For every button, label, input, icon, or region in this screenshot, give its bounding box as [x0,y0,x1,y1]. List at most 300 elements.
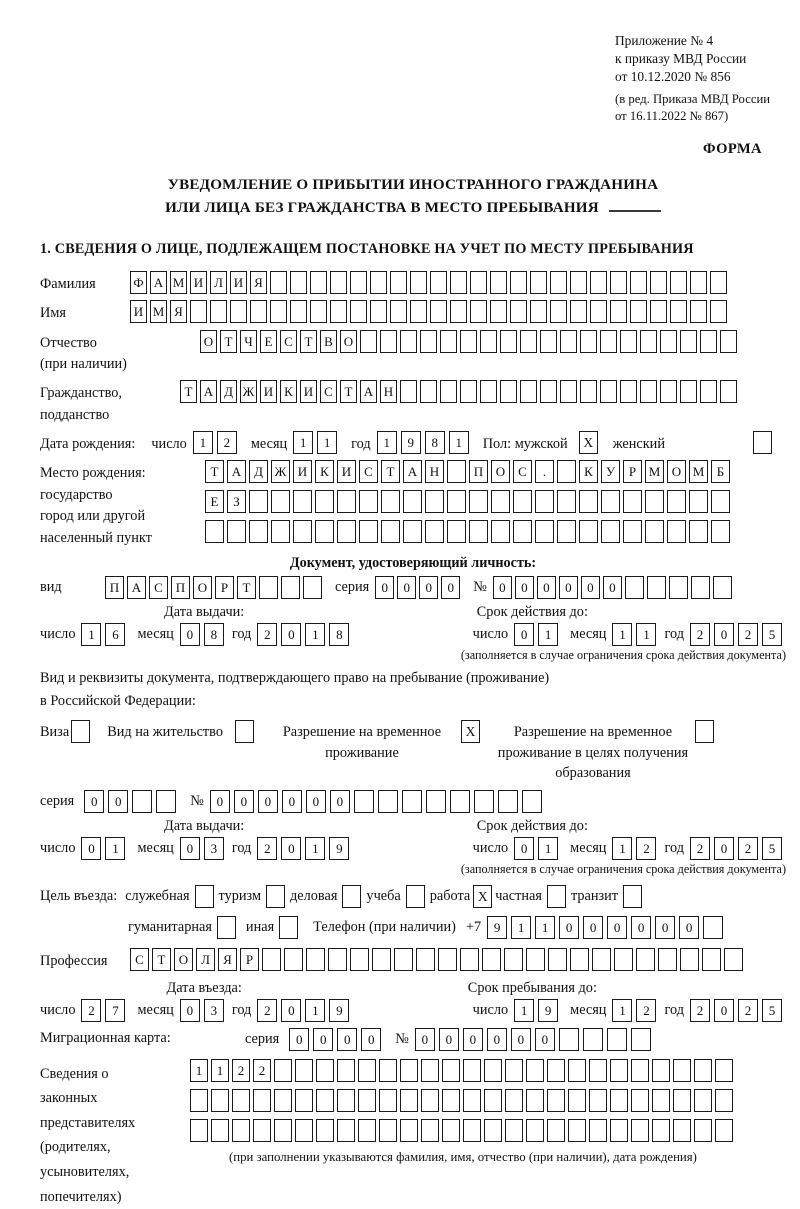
form-cell[interactable]: 8 [204,623,224,646]
form-cell[interactable]: У [601,460,620,483]
form-cell[interactable] [652,1119,670,1142]
form-cell[interactable] [548,948,567,971]
form-cell[interactable] [505,1089,523,1112]
form-cell[interactable] [249,490,268,513]
form-cell[interactable]: 0 [439,1028,459,1051]
form-cell[interactable]: М [645,460,664,483]
form-cell[interactable] [652,1059,670,1082]
form-cell[interactable] [570,300,587,323]
form-cell[interactable]: 0 [514,837,534,860]
form-cell[interactable]: С [149,576,168,599]
form-cell[interactable] [694,1089,712,1112]
form-cell[interactable] [660,330,677,353]
form-cell[interactable] [400,1059,418,1082]
form-cell[interactable]: 0 [655,916,675,939]
form-cell[interactable] [132,790,152,813]
form-cell[interactable]: М [150,300,167,323]
form-cell[interactable] [337,1089,355,1112]
form-cell[interactable] [600,380,617,403]
form-cell[interactable] [337,1119,355,1142]
form-cell[interactable]: С [130,948,149,971]
form-cell[interactable] [610,271,627,294]
visa-checkbox[interactable] [71,720,90,743]
form-cell[interactable]: 9 [329,999,349,1022]
form-cell[interactable]: Б [711,460,730,483]
form-cell[interactable]: 0 [714,623,734,646]
form-cell[interactable] [303,576,322,599]
form-cell[interactable] [259,576,278,599]
form-cell[interactable] [420,380,437,403]
form-cell[interactable] [557,520,576,543]
form-cell[interactable] [442,1119,460,1142]
purpose-other-checkbox[interactable] [279,916,298,939]
form-cell[interactable]: 1 [305,999,325,1022]
form-cell[interactable]: Р [623,460,642,483]
form-cell[interactable] [426,790,446,813]
form-cell[interactable]: И [293,460,312,483]
form-cell[interactable] [440,330,457,353]
form-cell[interactable] [310,271,327,294]
form-cell[interactable]: 0 [281,623,301,646]
form-cell[interactable] [601,520,620,543]
form-cell[interactable] [460,948,479,971]
form-cell[interactable] [510,271,527,294]
form-cell[interactable]: 2 [253,1059,271,1082]
form-cell[interactable]: И [190,271,207,294]
form-cell[interactable]: А [360,380,377,403]
form-cell[interactable] [484,1119,502,1142]
form-cell[interactable]: Я [170,300,187,323]
form-cell[interactable]: Ж [240,380,257,403]
form-cell[interactable] [513,490,532,513]
form-cell[interactable] [190,1089,208,1112]
form-cell[interactable]: Ж [271,460,290,483]
form-cell[interactable]: 0 [180,999,200,1022]
form-cell[interactable] [500,330,517,353]
form-cell[interactable] [379,1119,397,1142]
form-cell[interactable] [715,1119,733,1142]
form-cell[interactable]: 0 [84,790,104,813]
form-cell[interactable] [358,1119,376,1142]
form-cell[interactable] [691,576,710,599]
form-cell[interactable] [315,520,334,543]
form-cell[interactable]: О [491,460,510,483]
form-cell[interactable]: 0 [180,623,200,646]
form-cell[interactable] [358,1059,376,1082]
form-cell[interactable] [328,948,347,971]
form-cell[interactable] [630,300,647,323]
form-cell[interactable] [570,948,589,971]
form-cell[interactable] [550,271,567,294]
form-cell[interactable]: 0 [281,837,301,860]
form-cell[interactable]: 3 [204,999,224,1022]
form-cell[interactable] [498,790,518,813]
form-cell[interactable] [284,948,303,971]
form-cell[interactable] [547,1059,565,1082]
form-cell[interactable] [560,380,577,403]
form-cell[interactable]: 8 [425,431,445,454]
form-cell[interactable]: Е [205,490,224,513]
form-cell[interactable] [540,330,557,353]
form-cell[interactable] [631,1059,649,1082]
form-cell[interactable] [205,520,224,543]
form-cell[interactable] [249,520,268,543]
form-cell[interactable] [540,380,557,403]
form-cell[interactable]: 6 [105,623,125,646]
form-cell[interactable] [410,300,427,323]
form-cell[interactable] [504,948,523,971]
form-cell[interactable] [526,948,545,971]
form-cell[interactable] [274,1089,292,1112]
form-cell[interactable]: В [320,330,337,353]
form-cell[interactable] [589,1059,607,1082]
form-cell[interactable] [394,948,413,971]
form-cell[interactable] [650,271,667,294]
form-cell[interactable] [270,271,287,294]
form-cell[interactable] [421,1119,439,1142]
form-cell[interactable] [715,1059,733,1082]
form-cell[interactable]: 1 [81,623,101,646]
form-cell[interactable] [315,490,334,513]
purpose-official-checkbox[interactable] [195,885,214,908]
form-cell[interactable]: О [340,330,357,353]
form-cell[interactable]: 1 [449,431,469,454]
form-cell[interactable]: 0 [337,1028,357,1051]
form-cell[interactable] [358,1089,376,1112]
form-cell[interactable] [330,300,347,323]
form-cell[interactable] [583,1028,603,1051]
form-cell[interactable] [522,790,542,813]
form-cell[interactable] [673,1089,691,1112]
form-cell[interactable]: Р [215,576,234,599]
form-cell[interactable]: 9 [487,916,507,939]
form-cell[interactable]: И [260,380,277,403]
form-cell[interactable]: Ч [240,330,257,353]
form-cell[interactable] [650,300,667,323]
form-cell[interactable]: 1 [377,431,397,454]
form-cell[interactable] [470,271,487,294]
form-cell[interactable] [379,1089,397,1112]
form-cell[interactable] [372,948,391,971]
form-cell[interactable] [680,330,697,353]
form-cell[interactable] [610,1119,628,1142]
form-cell[interactable] [359,520,378,543]
form-cell[interactable]: Л [196,948,215,971]
form-cell[interactable]: И [337,460,356,483]
form-cell[interactable]: 2 [636,837,656,860]
form-cell[interactable] [700,330,717,353]
purpose-humanitarian-checkbox[interactable] [217,916,236,939]
form-cell[interactable]: 9 [538,999,558,1022]
form-cell[interactable] [402,790,422,813]
form-cell[interactable] [447,520,466,543]
form-cell[interactable] [710,300,727,323]
female-checkbox[interactable] [753,431,772,454]
form-cell[interactable] [670,300,687,323]
form-cell[interactable] [669,576,688,599]
form-cell[interactable] [610,1059,628,1082]
form-cell[interactable]: 7 [105,999,125,1022]
form-cell[interactable] [416,948,435,971]
form-cell[interactable]: Т [180,380,197,403]
form-cell[interactable] [520,330,537,353]
form-cell[interactable]: 0 [581,576,600,599]
form-cell[interactable]: С [359,460,378,483]
form-cell[interactable] [550,300,567,323]
form-cell[interactable] [600,330,617,353]
form-cell[interactable] [253,1119,271,1142]
form-cell[interactable]: 0 [537,576,556,599]
form-cell[interactable]: М [689,460,708,483]
form-cell[interactable]: С [513,460,532,483]
form-cell[interactable] [526,1119,544,1142]
form-cell[interactable]: К [280,380,297,403]
form-cell[interactable] [491,490,510,513]
form-cell[interactable]: 1 [535,916,555,939]
form-cell[interactable] [579,520,598,543]
form-cell[interactable]: Е [260,330,277,353]
form-cell[interactable] [400,1089,418,1112]
form-cell[interactable] [667,520,686,543]
form-cell[interactable] [480,330,497,353]
form-cell[interactable] [370,271,387,294]
form-cell[interactable] [607,1028,627,1051]
form-cell[interactable]: Л [210,271,227,294]
form-cell[interactable] [500,380,517,403]
form-cell[interactable]: . [535,460,554,483]
form-cell[interactable] [702,948,721,971]
form-cell[interactable] [690,300,707,323]
form-cell[interactable] [720,380,737,403]
form-cell[interactable] [623,520,642,543]
education-residence-checkbox[interactable] [695,720,714,743]
form-cell[interactable] [293,490,312,513]
form-cell[interactable] [403,490,422,513]
form-cell[interactable] [403,520,422,543]
form-cell[interactable]: О [200,330,217,353]
form-cell[interactable] [559,1028,579,1051]
form-cell[interactable]: С [280,330,297,353]
form-cell[interactable] [711,490,730,513]
form-cell[interactable]: 0 [514,623,534,646]
form-cell[interactable] [450,300,467,323]
form-cell[interactable] [474,790,494,813]
form-cell[interactable] [380,330,397,353]
form-cell[interactable]: Д [249,460,268,483]
form-cell[interactable]: А [150,271,167,294]
temporary-residence-checkbox[interactable]: X [461,720,480,743]
form-cell[interactable]: 0 [282,790,302,813]
form-cell[interactable] [513,520,532,543]
form-cell[interactable] [421,1059,439,1082]
form-cell[interactable]: К [315,460,334,483]
form-cell[interactable]: 0 [258,790,278,813]
form-cell[interactable]: 2 [232,1059,250,1082]
form-cell[interactable]: 0 [210,790,230,813]
form-cell[interactable]: 1 [211,1059,229,1082]
form-cell[interactable]: Т [340,380,357,403]
form-cell[interactable] [316,1119,334,1142]
form-cell[interactable] [547,1119,565,1142]
form-cell[interactable] [350,271,367,294]
form-cell[interactable]: 0 [463,1028,483,1051]
form-cell[interactable] [490,300,507,323]
form-cell[interactable]: 0 [441,576,460,599]
form-cell[interactable] [337,490,356,513]
form-cell[interactable]: 0 [375,576,394,599]
form-cell[interactable]: 1 [193,431,213,454]
form-cell[interactable] [425,490,444,513]
form-cell[interactable] [625,576,644,599]
form-cell[interactable] [670,271,687,294]
form-cell[interactable]: 0 [493,576,512,599]
purpose-work-checkbox[interactable]: X [473,885,492,908]
form-cell[interactable] [421,1089,439,1112]
form-cell[interactable]: 2 [257,623,277,646]
form-cell[interactable]: 0 [108,790,128,813]
form-cell[interactable] [460,330,477,353]
form-cell[interactable] [720,330,737,353]
form-cell[interactable] [211,1119,229,1142]
form-cell[interactable] [400,1119,418,1142]
form-cell[interactable]: 2 [690,999,710,1022]
purpose-business-checkbox[interactable] [342,885,361,908]
form-cell[interactable]: 0 [714,999,734,1022]
form-cell[interactable] [614,948,633,971]
form-cell[interactable] [210,300,227,323]
form-cell[interactable] [610,1089,628,1112]
form-cell[interactable]: Т [152,948,171,971]
form-cell[interactable] [568,1059,586,1082]
form-cell[interactable] [463,1119,481,1142]
form-cell[interactable]: 5 [762,999,782,1022]
form-cell[interactable]: Т [381,460,400,483]
form-cell[interactable] [410,271,427,294]
form-cell[interactable]: 0 [535,1028,555,1051]
form-cell[interactable]: 5 [762,623,782,646]
form-cell[interactable] [463,1059,481,1082]
form-cell[interactable] [360,330,377,353]
form-cell[interactable]: 1 [612,837,632,860]
form-cell[interactable] [647,576,666,599]
form-cell[interactable] [316,1059,334,1082]
form-cell[interactable] [190,300,207,323]
form-cell[interactable]: 1 [538,623,558,646]
form-cell[interactable]: 0 [361,1028,381,1051]
form-cell[interactable]: 1 [305,837,325,860]
form-cell[interactable] [589,1089,607,1112]
form-cell[interactable] [295,1089,313,1112]
form-cell[interactable] [490,271,507,294]
form-cell[interactable]: И [130,300,147,323]
form-cell[interactable] [381,520,400,543]
form-cell[interactable] [460,380,477,403]
form-cell[interactable]: 2 [738,623,758,646]
form-cell[interactable] [660,380,677,403]
form-cell[interactable]: 0 [714,837,734,860]
form-cell[interactable]: О [667,460,686,483]
form-cell[interactable] [230,300,247,323]
form-cell[interactable] [381,490,400,513]
form-cell[interactable]: А [403,460,422,483]
form-cell[interactable] [711,520,730,543]
form-cell[interactable]: 2 [690,623,710,646]
form-cell[interactable] [370,300,387,323]
form-cell[interactable]: 2 [257,999,277,1022]
form-cell[interactable] [520,380,537,403]
purpose-study-checkbox[interactable] [406,885,425,908]
form-cell[interactable]: 1 [511,916,531,939]
form-cell[interactable]: П [469,460,488,483]
form-cell[interactable]: 0 [603,576,622,599]
form-cell[interactable]: И [230,271,247,294]
form-cell[interactable] [636,948,655,971]
form-cell[interactable]: 0 [631,916,651,939]
form-cell[interactable] [253,1089,271,1112]
form-cell[interactable] [590,271,607,294]
form-cell[interactable]: Ф [130,271,147,294]
form-cell[interactable] [156,790,176,813]
form-cell[interactable]: А [127,576,146,599]
form-cell[interactable] [526,1089,544,1112]
form-cell[interactable] [271,520,290,543]
form-cell[interactable]: 0 [397,576,416,599]
form-cell[interactable] [270,300,287,323]
form-cell[interactable] [667,490,686,513]
form-cell[interactable]: 0 [81,837,101,860]
form-cell[interactable] [430,271,447,294]
form-cell[interactable] [316,1089,334,1112]
form-cell[interactable] [290,300,307,323]
form-cell[interactable] [442,1059,460,1082]
form-cell[interactable] [482,948,501,971]
form-cell[interactable] [631,1119,649,1142]
form-cell[interactable]: Р [240,948,259,971]
form-cell[interactable]: 0 [607,916,627,939]
form-cell[interactable]: А [227,460,246,483]
form-cell[interactable] [450,271,467,294]
form-cell[interactable] [484,1059,502,1082]
form-cell[interactable] [645,490,664,513]
form-cell[interactable] [430,300,447,323]
form-cell[interactable] [337,520,356,543]
form-cell[interactable] [620,380,637,403]
form-cell[interactable]: 0 [487,1028,507,1051]
form-cell[interactable] [337,1059,355,1082]
male-checkbox[interactable]: X [579,431,598,454]
form-cell[interactable]: Т [300,330,317,353]
form-cell[interactable]: Т [220,330,237,353]
form-cell[interactable]: 0 [583,916,603,939]
form-cell[interactable]: 0 [289,1028,309,1051]
form-cell[interactable] [359,490,378,513]
form-cell[interactable]: 9 [401,431,421,454]
form-cell[interactable]: 0 [234,790,254,813]
form-cell[interactable]: Д [220,380,237,403]
form-cell[interactable]: 0 [419,576,438,599]
form-cell[interactable] [447,460,466,483]
form-cell[interactable] [211,1089,229,1112]
form-cell[interactable]: Т [205,460,224,483]
form-cell[interactable] [250,300,267,323]
form-cell[interactable] [601,490,620,513]
form-cell[interactable] [295,1059,313,1082]
form-cell[interactable] [623,490,642,513]
form-cell[interactable]: О [193,576,212,599]
form-cell[interactable]: 2 [738,837,758,860]
form-cell[interactable] [530,300,547,323]
form-cell[interactable] [590,300,607,323]
